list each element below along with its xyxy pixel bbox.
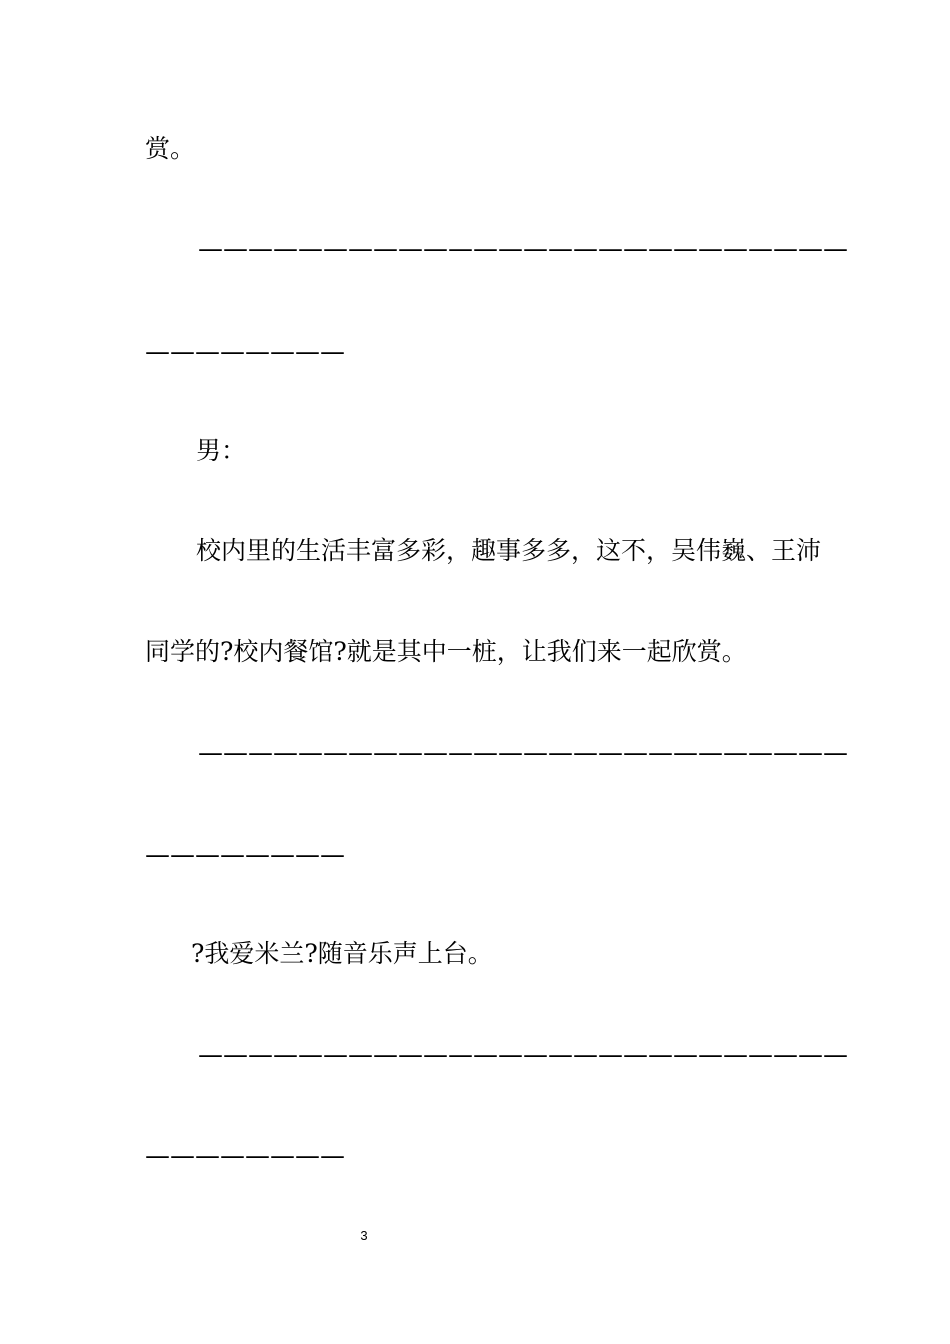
paragraph-line-i-love-milan: ?我爱米兰?随音乐声上台。 <box>191 939 493 968</box>
speaker-label-male: 男： <box>196 436 247 465</box>
dash-separator-3b: ———————— <box>145 1141 345 1170</box>
dash-separator-2a: —————————————————————————— <box>198 738 848 767</box>
paragraph-line-campus-life: 校内里的生活丰富多彩，趣事多多，这不，吴伟巍、王沛 <box>196 536 822 565</box>
paragraph-line-campus-restaurant: 同学的?校内餐馆?就是其中一桩，让我们来一起欣赏。 <box>145 637 747 666</box>
dash-separator-1a: —————————————————————————— <box>198 234 848 263</box>
text-line-appreciate: 赏。 <box>145 134 196 163</box>
dash-separator-2b: ———————— <box>145 840 345 869</box>
dash-separator-1b: ———————— <box>145 337 345 366</box>
dash-separator-3a: —————————————————————————— <box>198 1040 848 1069</box>
page-number: 3 <box>360 1228 368 1243</box>
